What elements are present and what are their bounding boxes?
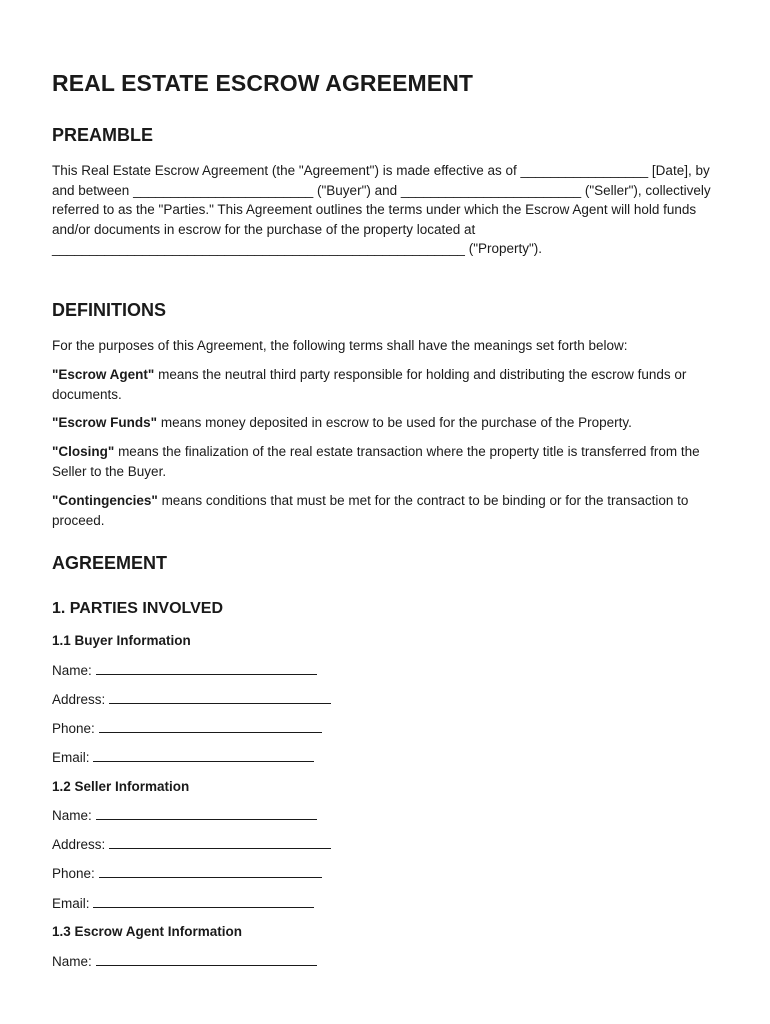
definition-text: means conditions that must be met for the contract to be binding or for the transaction to proceed. (52, 493, 689, 528)
field-label: Email: (52, 896, 90, 911)
buyer-address-input-line[interactable] (109, 691, 331, 704)
buyer-name-input-line[interactable] (96, 662, 317, 675)
definition-text: means money deposited in escrow to be used for the purchase of the Property. (157, 415, 632, 430)
field-label: Email: (52, 750, 90, 765)
buyer-name-field (52, 661, 317, 680)
field-label: Address: (52, 692, 106, 707)
seller-name-input-line[interactable] (96, 807, 317, 820)
escrow-agent-info-heading: 1.3 Escrow Agent Information (52, 924, 243, 939)
buyer-info-heading: 1.1 Buyer Information (52, 633, 191, 648)
buyer-phone-input-line[interactable] (99, 720, 322, 733)
field-label: Address: (52, 837, 106, 852)
document-title: REAL ESTATE ESCROW AGREEMENT (52, 70, 474, 96)
seller-address-field (52, 835, 331, 854)
definition-term: "Contingencies" (52, 493, 158, 508)
field-label: Name: (52, 663, 92, 678)
seller-phone-field (52, 864, 322, 883)
field-label: Phone: (52, 866, 95, 881)
parties-involved-heading: 1. PARTIES INVOLVED (52, 600, 223, 617)
seller-phone-input-line[interactable] (99, 865, 322, 878)
definition-term: "Escrow Agent" (52, 367, 155, 382)
buyer-email-field (52, 748, 314, 767)
definitions-intro: For the purposes of this Agreement, the following terms shall have the meanings set forth below: (52, 338, 628, 353)
field-label: Name: (52, 954, 92, 969)
seller-email-field (52, 894, 314, 913)
field-label: Name: (52, 808, 92, 823)
definition-text: means the finalization of the real estate transaction where the property title is transferred from the Seller to the Buyer. (52, 444, 700, 479)
escrow-agent-name-input-line[interactable] (96, 953, 317, 966)
escrow-agent-name-field (52, 952, 317, 971)
seller-address-input-line[interactable] (109, 836, 331, 849)
definition-contingencies (52, 491, 718, 530)
seller-name-field (52, 806, 317, 825)
definition-escrow-funds (52, 413, 718, 433)
field-label: Phone: (52, 721, 95, 736)
buyer-address-field (52, 690, 331, 709)
definitions-heading: DEFINITIONS (52, 300, 167, 320)
preamble-heading: PREAMBLE (52, 125, 154, 145)
buyer-email-input-line[interactable] (93, 749, 314, 762)
seller-email-input-line[interactable] (93, 895, 314, 908)
definition-closing (52, 442, 718, 481)
seller-info-heading: 1.2 Seller Information (52, 779, 190, 794)
definition-text: means the neutral third party responsible for holding and distributing the escrow funds or documents. (52, 367, 687, 402)
agreement-heading: AGREEMENT (52, 553, 168, 573)
definition-term: "Escrow Funds" (52, 415, 158, 430)
preamble-text: This Real Estate Escrow Agreement (the "Agreement") is made effective as of _________________ [Date], by and between ________________________ ("Buyer") and ________________________ ("Seller"), collectively referred to as the "Parties." This Agreement outlines the terms under which the Escrow Agent will hold funds and/or documents in escrow for the purchase of the property located at _______________________________________________________ ("Property"). (52, 163, 711, 256)
buyer-phone-field (52, 719, 322, 738)
definition-escrow-agent (52, 365, 718, 404)
definition-term: "Closing" (52, 444, 115, 459)
